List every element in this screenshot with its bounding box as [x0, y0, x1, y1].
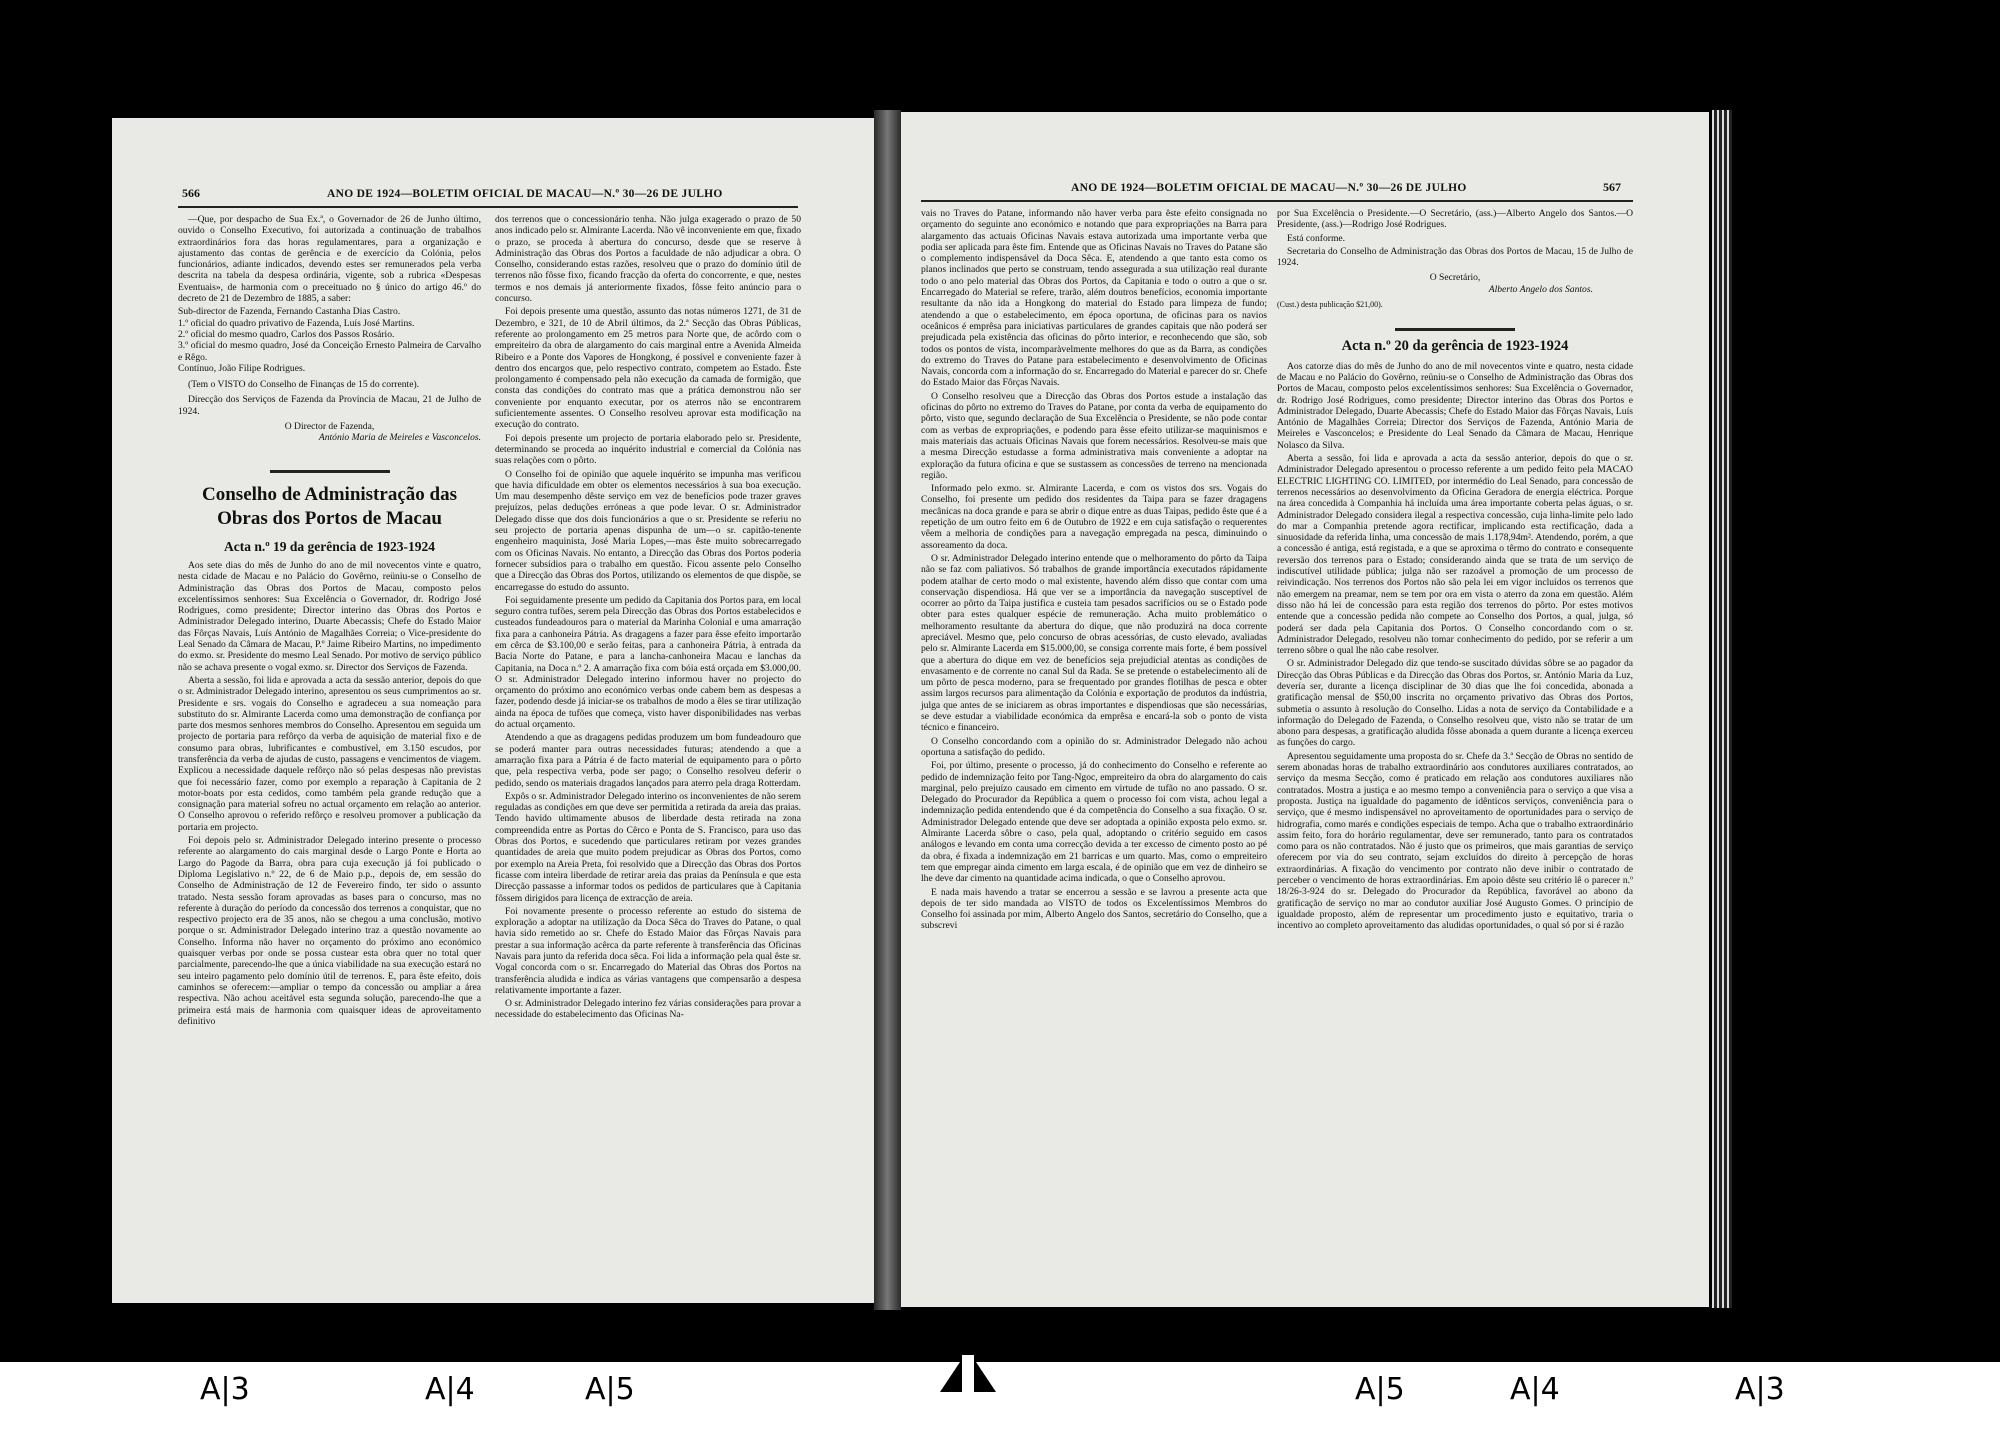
right-column-1: [921, 208, 1267, 934]
book-spine: [874, 110, 901, 1310]
paragraph: Informado pelo exmo. sr. Almirante Lacerda, e com os vistos dos srs. Vogais do Conselho, foi presente um pedido dos residentes da Taipa para se fazer dragagens mecânicas na doca grande e para se abrir o dique entre as duas Taipas, pedido êste que é a repetição de um outro feito em 6 de Outubro de 1922 e em cuja satisfação o requerentes vêem a melhoria de condições para a navegação empregada na pesca, diminuindo o assoreamento da doca.: [921, 483, 1267, 551]
header-rule-right: [921, 200, 1633, 202]
paragraph: O sr. Administrador Delegado interino fez várias considerações para provar a necessidade do estabelecimento das Oficinas Na-: [495, 998, 801, 1021]
paragraph: vais no Traves do Patane, informando não haver verba para êste efeito consignada no orçamento do seguinte ano económico e notando que para expropriações na Barra para alargamento das actuais Oficinas Navais estava autorizada uma importante verba que podia ser aplicada para êste fim. Entende que as Oficinas Navais no Traves do Patane são o complemento indispensável da Doca Sêca. E, atendendo a que tanto esta como os planos inclinados que perto se construam, tendo assegurada a sua utilização real durante todo o ano pelo material das Obras dos Portos, da Capitania e todo o outro a que o sr. Encarregado do Material se refere, trarão, além doutros benefícios, economia importante resultante da não ida a Hongkong do material do Estado para limpeza de fundo; atendendo a que o estabelecimento, em época oportuna, de oficinas para os navios oceânicos é emprêsa para iniciativas particulares de grandes capitais que não poderá ser prejudicada pela existência das oficinas do pôrto interior, e reconhecendo que são, sob todos os pontos de vista, incomparàvelmente melhores do que as da Barra, as condições do extremo do Traves do Patane para estabelecimento e desenvolvimento de Oficinas Navais, concorda com a informação do sr. Encarregado do Material e parecer do sr. Chefe do Estado Maior das Fôrças Navais.: [921, 208, 1267, 389]
paragraph: O Conselho foi de opinião que aquele inquérito se impunha mas verificou que havia dificuldade em obter os elementos necessários à sua boa execução. Um mau desempenho dêste serviço em vez de benefícios pode trazer graves prejuízos, pelas deduções erróneas a que pode levar. O sr. Administrador Delegado disse que dos dois funcionários a que o sr. Presidente se referiu no seu projecto de portaria apenas dispunha de um—o sr. capitão-tenente engenheiro maquinista, José Maria Lopes,—mas êste muito sobrecarregado com os Oficinas Navais. No entanto, a Direcção das Obras dos Portos poderia fornecer subsídios para o trabalho em questão. Ficou assente pelo Conselho que a Direcção das Obras dos Portos, utilizando os elementos de que dispõe, se encarregasse do estudo do assunto.: [495, 468, 801, 593]
paragraph: O Conselho concordando com a opinião do sr. Administrador Delegado não achou oportuna a satisfação do pedido.: [921, 735, 1267, 758]
left-page: [112, 118, 874, 1303]
signoff: O Director de Fazenda,: [284, 421, 375, 433]
intro-paragraph: —Que, por despacho de Sua Ex.ª, o Governador de 26 de Junho último, ouvido o Conselho Executivo, foi autorizada a continuação de trabalhos extraordinários fora das horas regulamentares, para a organização e ajustamento das contas de gerência e de exercício da Colónia, pelos funcionários, adiante indicados, devendo estes ser remunerados pela verba descrita na tabela da despesa ordinária, vigente, sob a rubrica «Despesas Eventuais», de harmonia com o preceituado no § único do artigo 46.º do decreto de 21 de Dezembro de 1885, a saber:: [178, 214, 481, 305]
paragraph: dos terrenos que o concessionário tenha. Não julga exagerado o prazo de 50 anos indicado pelo sr. Almirante Lacerda. Não vê inconveniente em que, fixado o prazo, se proceda à abertura do concurso, desde que se reserve à Administração das Obras dos Portos a faculdade de não adjudicar a obra. O Conselho, considerando estas razões, resolveu que o prazo do domínio útil de terrenos não fôsse fixo, ficando fracção da oferta do concorrente, e que, nestes termos e nos demais já anteriormente fixados, fôsse feito anúncio para o concurso.: [495, 214, 801, 305]
paragraph: E nada mais havendo a tratar se encerrou a sessão e se lavrou a presente acta que depois de ter sido mandada ao VISTO de todos os Excelentíssimos Membros do Conselho foi assinada por mim, Alberto Angelo dos Santos, secretário do Conselho, que a subscrevi: [921, 886, 1267, 932]
paragraph: Aberta a sessão, foi lida e aprovada a acta da sessão anterior, depois do que o sr. Administrador Delegado apresentou o processo referente a um pedido feito pela MACAO ELECTRIC LIGHTING CO. LIMITED, por intermédio do Leal Senado, para concessão de terrenos necessários ao desenvolvimento da Oficina Geradora de energia eléctrica. Porque na área concedida à Companhia há incluída uma área importante coberta pelas águas, o sr. Administrador Delegado considera ilegal a respectiva concessão, cuja linha-limite pelo lado do mar a Companhia pretende agora rectificar, implicando esta rectificação, dada a sinuosidade da referida linha, uma concessão de mais 1.178,94m². Atendendo, porém, a que a concessão é antiga, está registada, e a que se aproxima o têrmo do contrato e consequente reversão dos terrenos para o Estado; considerando ainda que se trata de um serviço de indiscutível utilidade pública; julga não ser razoável a promoção de um processo de reivindicação. Nos terrenos dos Portos não são pela lei em vigor incluídos os terrenos que não emergem na preamar, nem se tem por ora em vista o aterro da zona em questão. Além disso não há lei de concessão para esta região dos terrenos do pôrto. Por estes motivos entende que a concessão pedida não compete ao Conselho dos Portos, a qual, julga, só poderá ser dada pela Capitania dos Portos. O Conselho concordando com o sr. Administrador Delegado, resolveu não tomar conhecimento do pedido, por se referir a um terreno sôbre o qual lhe não cabe resolver.: [1277, 453, 1633, 657]
list-item: 1.º oficial do quadro privativo de Fazenda, Luís José Martins.: [178, 317, 415, 329]
paragraph: O Conselho resolveu que a Direcção das Obras dos Portos estude a instalação das oficinas do pôrto no extremo do Traves do Patane, por conta da verba de equipamento do pôrto, visto que, segundo declaração de Sua Excelência o Presidente, se não pode contar com as verbas de expropriações, e podendo para êsse efeito utilizar-se maquinismos e mais materiais das actuais Oficinas Navais que forem necessários. Resolveu-se mais que a mesma Direcção estudasse a forma administrativa mais conveniente a adoptar na exploração da futura oficina e que se sustassem as concessões de terreno na mencionada região.: [921, 390, 1267, 481]
right-page: [901, 112, 1709, 1307]
acta-title: Acta n.º 20 da gerência de 1923-1924: [1341, 338, 1569, 355]
paragraph: Foi, por último, presente o processo, já do conhecimento do Conselho e referente ao pedido de indemnização feito por Tang-Ngoc, empreiteiro da obra do alargamento do cais marginal, pelo prejuízo causado em cimento em virtude de tufão no ano passado. O sr. Delegado do Procurador da República a quem o processo foi com vista, achou legal a indemnização pedida entendendo que é da competência do Conselho a sua fixação. O sr. Administrador Delegado entende que deve ser adoptada a opinião exposta pelo exmo. sr. Almirante Lacerda sôbre o caso, pela qual, adoptando o critério seguido em casos análogos e levando em conta uma correcção devida a ter excesso de cimento posto ao pé da obra, é fixada a indemnização em 21 barricas e um quarto. Mas, como o empreiteiro tem que empregar ainda cimento em larga escala, é de opinião que em vez de dinheiro se lhe deve dar cimento na quantidade acima indicada, o que o Conselho aprovou.: [921, 760, 1267, 885]
place-date: Direcção dos Serviços de Fazenda da Província de Macau, 21 de Julho de 1924.: [178, 394, 481, 417]
conforme: Está conforme.: [1287, 232, 1346, 244]
header-rule-left: [178, 206, 798, 208]
page-header-left: ANO DE 1924—BOLETIM OFICIAL DE MACAU—N.º 30—26 DE JULHO: [327, 188, 723, 200]
paragraph: Foi depois presente uma questão, assunto das notas números 1271, de 31 de Dezembro, e 321, de 10 de Abril últimos, da 2.ª Secção das Obras Públicas, referente ao prolongamento em 25 metros para Norte que, de acôrdo com o empreiteiro da obra de alargamento do cais marginal entre a Avenida Almeida Ribeiro e a Ponte dos Vapores de Hongkong, é possível e conveniente fazer à dentro dos encargos que, pelo respectivo contrato, competem ao Estado. Êste prolongamento é compensado pela não execução da camada de formigão, que consta das condições do contrato mas que a prática demonstrou não ser conveniente por enquanto executar, por os aterros não se encontrarem suficientemente assentes. O Conselho resolveu aprovar esta modificação na execução do contrato.: [495, 306, 801, 431]
frame-mark: A|4: [1510, 1372, 1560, 1407]
list-item: 3.º oficial do mesmo quadro, José da Conceição Ernesto Palmeira de Carvalho e Rêgo.: [178, 340, 481, 363]
paragraph: Aos sete dias do mês de Junho do ano de mil novecentos vinte e quatro, nesta cidade de Macau e no Palácio do Govêrno, reüniu-se o Conselho de Administração das Obras dos Portos de Macau, composto pelos excelentíssimos senhores: Sua Excelência o Governador, dr. Rodrigo José Rodrigues, como presidente; Director interino das Obras dos Portos e Administrador Delegado interino, Duarte Abecassis; Chefe do Estado Maior das Fôrças Navais, Luís António de Magalhães Correia; o Vice-presidente do Leal Senado da Câmara de Macau, P.º Jaime Ribeiro Martins, no impedimento do exmo. sr. Presidente do mesmo Leal Senado. Por motivo de serviço público não se achava presente o vogal exmo. sr. Director dos Serviços de Fazenda.: [178, 559, 481, 673]
page-number-left: 566: [182, 186, 200, 200]
film-notch-inner: [962, 1355, 974, 1395]
paragraph: Foi depois presente um projecto de portaria elaborado pelo sr. Presidente, determinando se proceda ao inquérito industrial e comercial da Colónia nas suas relações com o pôrto.: [495, 432, 801, 467]
film-strip: [0, 1362, 2000, 1444]
page-header-right: ANO DE 1924—BOLETIM OFICIAL DE MACAU—N.º 30—26 DE JULHO: [1071, 182, 1467, 194]
paragraph: Atendendo a que as dragagens pedidas produzem um bom fundeadouro que se poderá manter para outras necessidades futuras; atendendo a que a amarração fixa para a Pátria é de facto material de equipamento para o pôrto que, pela respectiva verba, pode ser pago; o Conselho resolveu deferir o pedido, sendo os materiais dragados lançados para aterro pela draga Rotterdam.: [495, 732, 801, 789]
list-item: Sub-director de Fazenda, Fernando Castanha Dias Castro.: [178, 306, 401, 318]
paragraph: Aberta a sessão, foi lida e aprovada a acta da sessão anterior, depois do que o sr. Administrador Delegado interino, apresentou os seus cumprimentos ao sr. Presidente e srs. vogais do Conselho e agradeceu a sua nomeação para substituto do sr. Almirante Lacerda como uma demonstração de confiança por parte dos mesmos senhores membros do Conselho. Apresentou em seguida um projecto de portaria para refôrço da verba de aquisição de material fixo e de consumo para obras, lubrificantes e combustível, em 3.150 escudos, por transferência da verba de ajudas de custo, passagens e vencimentos de viagem. Explicou a necessidade daquele refôrço não só pelas despesas não previstas que foi necessário fazer, como por exemplo a reparação à Capitania de 2 motor-boats por esta cedidos, como também pela grande redução que a consignação para material sofreu no actual orçamento em relação ao anterior. O Conselho aprovou o referido refôrço e resolveu promover a publicação da portaria em projecto.: [178, 674, 481, 833]
visto-note: (Tem o VISTO do Conselho de Finanças de 15 do corrente).: [188, 379, 420, 391]
paragraph: Aos catorze dias do mês de Junho do ano de mil novecentos vinte e quatro, nesta cidade de Macau e no Palácio do Govêrno, reüniu-se o Conselho de Administração das Obras dos Portos de Macau, composto pelos excelentíssimos senhores: Sua Excelência o Governador, dr. Rodrigo José Rodrigues, como presidente; Director interino das Obras dos Portos e Administrador Delegado, Duarte Abecassis; Chefe do Estado Maior das Fôrças Navais, Luís António de Magalhães Correia; Director dos Serviços de Fazenda, António Maria de Meireles e Vasconcelos; e Presidente do Leal Senado da Câmara de Macau, Henrique Nolasco da Silva.: [1277, 360, 1633, 451]
paragraph: O sr. Administrador Delegado interino entende que o melhoramento do pôrto da Taipa não se faz com paliativos. Só trabalhos de grande importância executados rápidamente podem atalhar de certo modo o mal existente, havendo além disso que contar com uma conservação dispendiosa. Há que ver se a importância da navegação susceptível de ocorrer ao pôrto da Taipa justifica e custeia tam pesados sacrifícios ou se o Estado pode obter para estes qualquer espécie de remuneração. Acha muito problemático o melhoramento resultante da abertura do dique, que não produzirá na doca corrente apreciável. Mesmo que, pelo concurso de obras acessórias, de custo elevado, avaliadas pelo sr. Almirante Lacerda em $15.000,00, se consiga corrente mais forte, é bem possível que a abertura do dique em vez de benefícios seja prejudicial atentas as condições de envasamento e de corrente no canal Sul da Rada. Se se pretende o estabelecimento ali de um pôrto de pesca moderno, para se frequentado por grandes flotilhas de pesca e obter assim largos recursos para alimentação da Colónia e exportação de produtos da indústria, julga que antes de se iniciarem as obras importantes e dispendiosas que são necessárias, se deve estudar a viabilidade económica da emprêsa e encará-la sob o ponto de vista técnico e financeiro.: [921, 552, 1267, 734]
closing-line: por Sua Excelência o Presidente.—O Secretário, (ass.)—Alberto Angelo dos Santos.—O Presidente, (ass.)—Rodrigo José Rodrigues.: [1277, 208, 1633, 231]
paragraph: Apresentou seguidamente uma proposta do sr. Chefe da 3.ª Secção de Obras no sentido de serem abonadas horas de trabalho extraordinário aos condutores auxiliares contratados, ao serviço da mesma Secção, como é praticado em relação aos condutores auxiliares não contratados. Mostra a justiça e ao mesmo tempo a conveniência para o serviço a que visa a proposta. Justiça na igualdade do pagamento de idênticos serviços, conveniência para o serviço, que é mesmo indispensável no aproveitamento de oportunidades para o serviço de hidrografia, como marés e condições especiais de tempo. Acha que o trabalho extraordinário assim feito, fora do horário regulamentar, deve ser remunerado, tanto para os contratados como para os não contratados. Não é justo que os primeiros, que mais garantias de serviço oferecem por via do seu contrato, sejam excluídos do direito à percepção de horas extraordinárias. A fixação do vencimento por contrato não deve inibir o contratado de perceber o vencimento de horas extraordinárias. Em apoio dêste seu critério lê o parecer n.º 18/26-3-924 do sr. Delegado do Procurador da República, favorável ao abono da gratificação de serviço no mar ao condutor auxiliar José Augusto Gomes. O princípio de igualdade proposto, além de representar um procedimento justo e equitativo, traria o incentivo ao completo aproveitamento das aludidas oportunidades, o qual só por si é razão: [1277, 750, 1633, 932]
page-number-right: 567: [1603, 180, 1621, 194]
cost-note: (Cust.) desta publicação $21,00).: [1277, 300, 1383, 310]
paragraph: Foi seguidamente presente um pedido da Capitania dos Portos para, em local seguro contra tufões, serem pela Direcção das Obras dos Portos estabelecidos e custeados fundeadouros para o material da Marinha Colonial e uma amarração fixa para a canhoneira Pátria. As dragagens a fazer para êsse efeito importarão em cêrca de $3.100,00 e serão feitas, para a canhoneira Pátria, à entrada da Bacia Norte do Patane, e para a lancha-canhoneira Macau e lanchas da Capitania, na Doca n.º 2. A amarração fixa com bóia está orçada em $3.000,00. O sr. Administrador Delegado interino informou haver no projecto do orçamento do próximo ano económico verbas onde cabem bem as despesas a fazer, podendo desde já iniciar-se os trabalhos de modo a êles se tirar utilização ainda na época de tufões que começa, visto haver disponibilidades nas verbas do actual orçamento.: [495, 594, 801, 731]
secretaria: Secretaria do Conselho de Administração das Obras dos Portos de Macau, 15 de Julho de 1924.: [1277, 245, 1633, 269]
signoff: O Secretário,: [1429, 272, 1481, 284]
frame-mark: A|5: [1355, 1372, 1405, 1407]
right-column-2: [1277, 208, 1633, 934]
left-column-1: [178, 214, 481, 1029]
paragraph: Foi novamente presente o processo referente ao estudo do sistema de exploração a adoptar na utilização da Doca Sêca do Traves do Patane, o qual havia sido remetido ao sr. Chefe do Estado Maior das Fôrças Navais para prestar a sua informação acêrca da parte referente à transferência das Oficinas Navais para junto da referida doca sêca. Foi lida a informação pela qual êste sr. Vogal concorda com o sr. Encarregado do Material das Obras dos Portos na transferência aludida e indica as várias vantagens que compensarão a despesa relativamente importante a fazer.: [495, 905, 801, 996]
section-divider: [1395, 328, 1515, 331]
paragraph: O sr. Administrador Delegado diz que tendo-se suscitado dúvidas sôbre se ao pagador da Direcção das Obras Públicas e da Direcção das Obras dos Portos, sr. António Maria da Luz, devería ser, durante a licença disciplinar de 30 dias que lhe foi concedida, abonada a gratificação mensal de $50,00 inscrita no orçamento privativo das Obras dos Portos, submetia o assunto à resolução do Conselho. Lidas a nota de serviço da Contabilidade e a informação do Delegado de Fazenda, o Conselho resolveu que, visto não se tratar de um abono para despesas, a gratificação aludida fôsse abonada a quem durante a licença exerceu as funções do cargo.: [1277, 658, 1633, 749]
page-edges: [1712, 110, 1732, 1308]
section-title: Conselho de Administração das Obras dos Portos de Macau: [202, 483, 457, 529]
frame-mark: A|5: [585, 1372, 635, 1407]
acta-title: Acta n.º 19 da gerência de 1923-1924: [223, 538, 436, 554]
frame-mark: A|3: [1735, 1372, 1785, 1407]
frame-mark: A|4: [425, 1372, 475, 1407]
frame-mark: A|3: [200, 1372, 250, 1407]
list-item: Contínuo, João Filipe Rodrigues.: [178, 362, 306, 374]
section-divider: [270, 470, 390, 473]
left-column-2: [495, 214, 801, 1023]
signature: Alberto Angelo dos Santos.: [1488, 283, 1593, 295]
paragraph: Expôs o sr. Administrador Delegado interino os inconvenientes de não serem reguladas as condições em que deve ser permitida a retirada da areia das praias. Tendo havido ultimamente abusos de liberdade desta retirada na zona compreendida entre as Portas do Cêrco e Ponta de S. Francisco, para uso das Obras dos Portos, e sucedendo que particulares retiram por vezes grandes quantidades de areia que muito podem prejudicar as Obras dos Portos, como por exemplo na Areia Preta, foi resolvido que a Direcção das Obras dos Portos ficasse com inteira liberdade de retirar areia das praias da Península e que esta Direcção passasse a informar todos os pedidos de particulares que à Capitania fôssem dirigidos para licença de extracção de areia.: [495, 790, 801, 904]
signature: António Maria de Meireles e Vasconcelos.: [318, 432, 481, 444]
list-item: 2.º oficial do mesmo quadro, Carlos dos Passos Rosário.: [178, 328, 395, 340]
paragraph: Foi depois pelo sr. Administrador Delegado interino presente o processo referente ao alargamento do cais marginal desde o Largo Ponte e Horta ao Largo do Pagode da Barra, obra para cuja execução já foi publicado o Diploma Legislativo n.º 22, de 6 de Maio p.p., depois de, em sessão do Conselho de Administração de 12 de Fevereiro findo, ter sido o assunto tratado. Nesta sessão foram aprovadas as bases para o concurso, mas no referente à duração do período da concessão dos terrenos a conquistar, que no respectivo projecto era de 35 anos, não se chegou a uma conclusão, motivo porque o sr. Administrador Delegado interino traz a questão novamente ao Conselho. Informa não haver no orçamento do próximo ano económico quaisquer verbas por onde se possa custear esta obra quer no total quer parcialmente, parecendo-lhe que a única viabilidade na sua execução estará no seu inteiro pagamento pelo domínio útil de terrenos. E, para êste efeito, dois caminhos se oferecem:—ampliar o tempo da concessão ou ampliar a área respectiva. Não achou aceitável esta segunda solução, parecendo-lhe que a primeira está mais de harmonia com quaisquer ideas de aproveitamento definitivo: [178, 835, 481, 1027]
